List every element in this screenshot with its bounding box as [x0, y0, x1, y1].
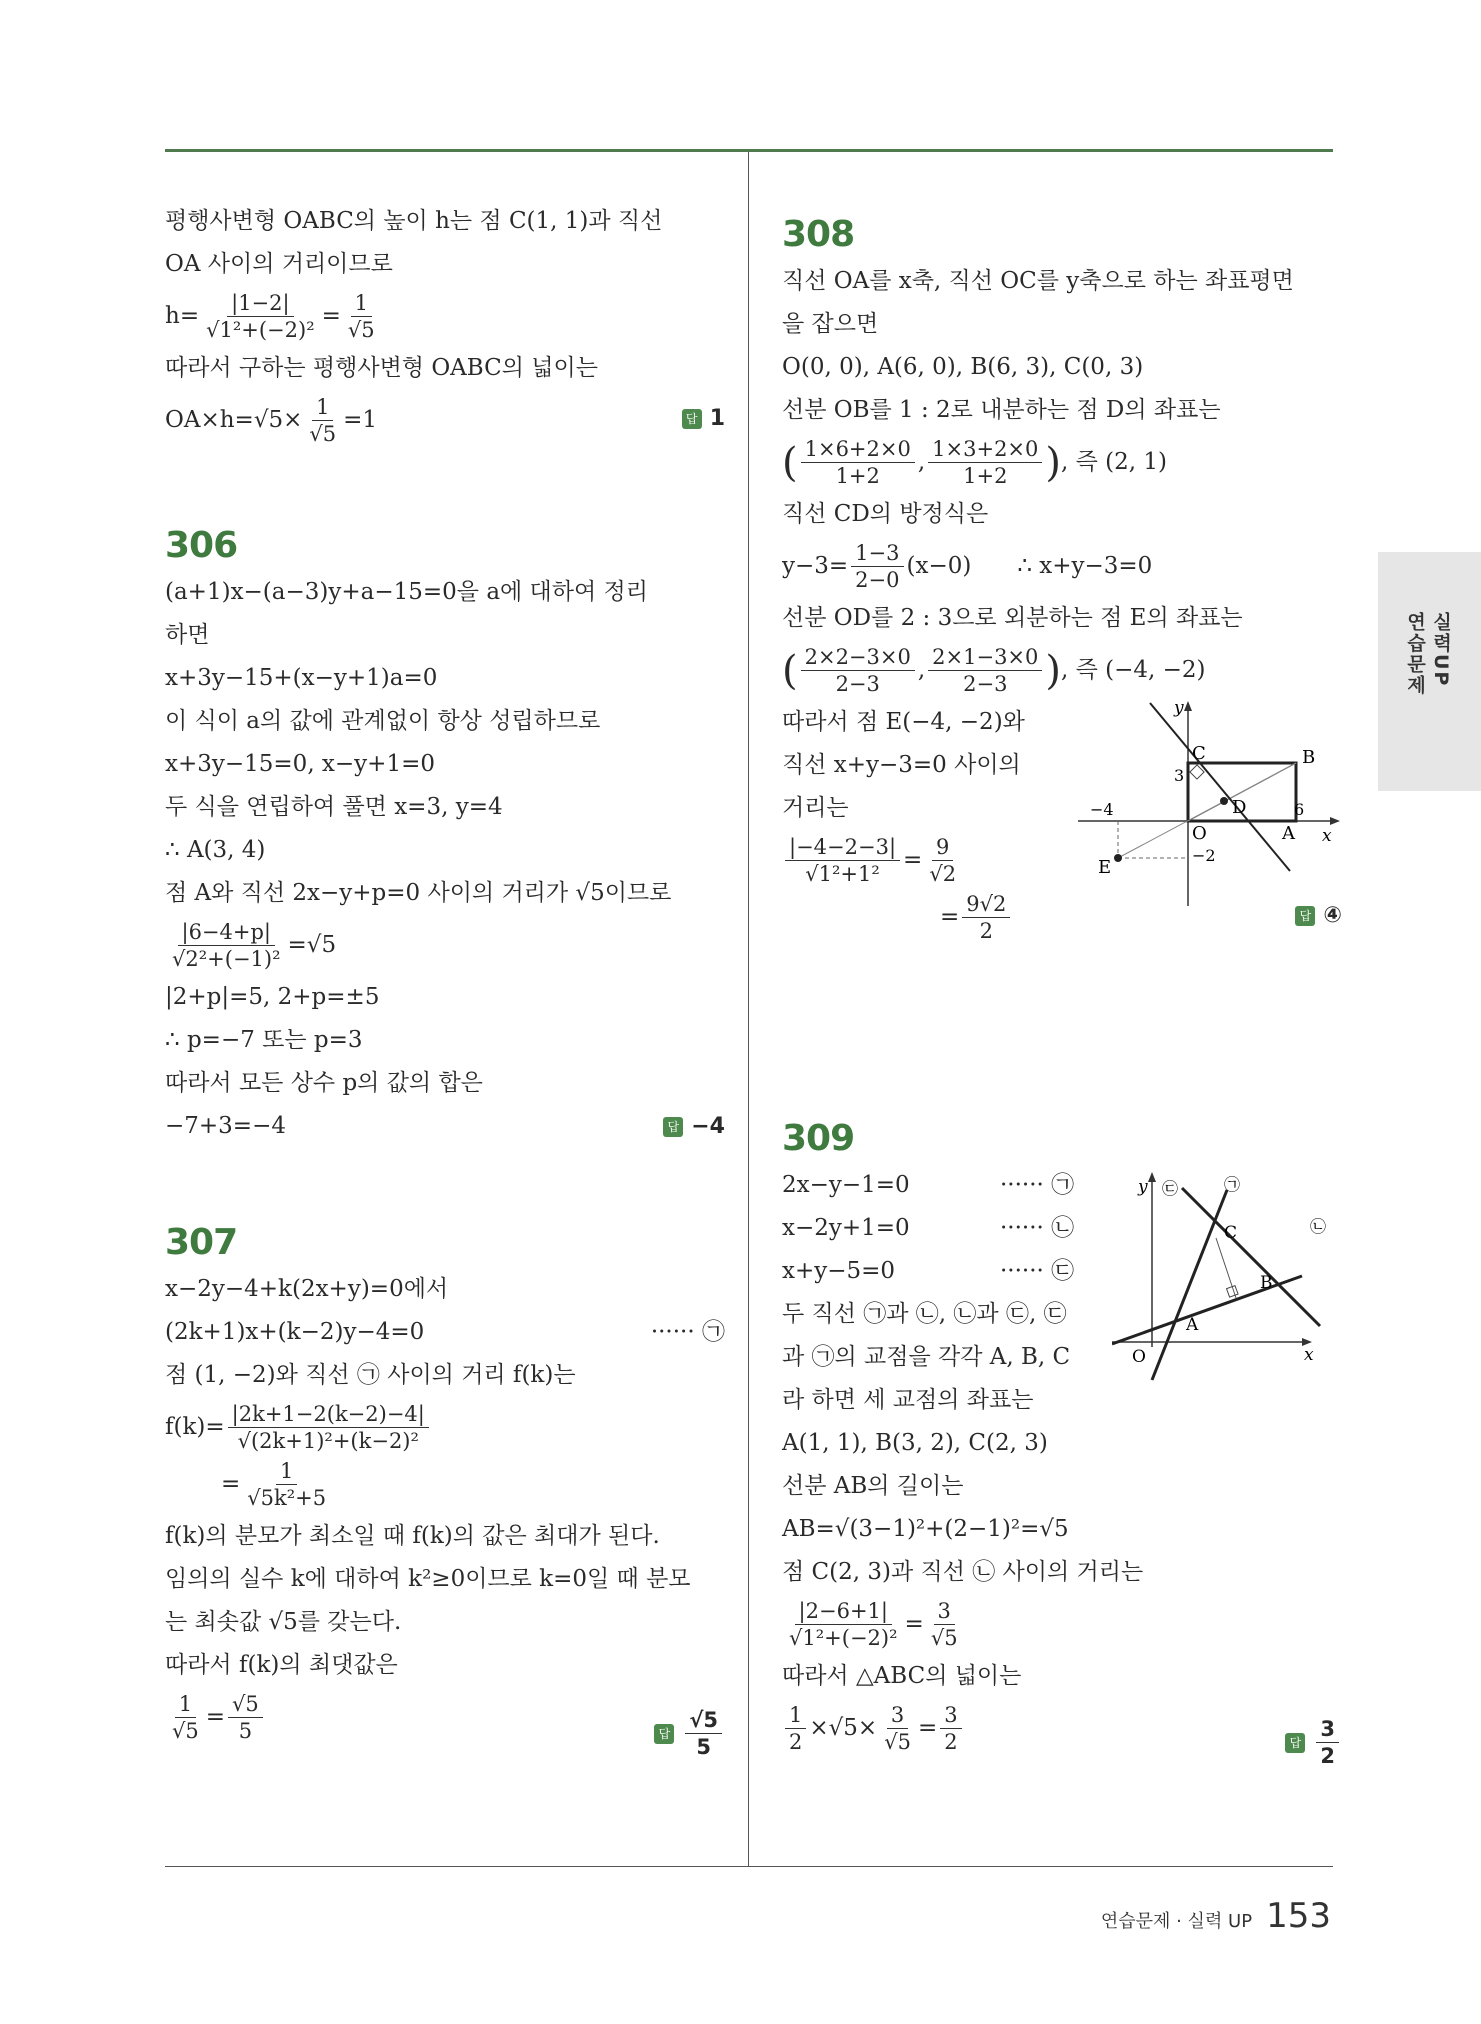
- problem-number: 306: [165, 525, 238, 566]
- fraction: $\frac{3}{√5}$: [884, 1703, 911, 1754]
- side-tab-label: 실력UP: [1430, 612, 1452, 688]
- text-line: 이 식이 a의 값에 관계없이 항상 성립하므로: [165, 708, 601, 734]
- fraction: $\frac{9√2}{2}$: [962, 891, 1010, 944]
- column-divider: [748, 152, 749, 1866]
- left-column: [165, 200, 725, 1759]
- text-line: 점 A와 직선 2x−y+p=0 사이의 거리가 √5이므로: [165, 880, 672, 906]
- text-line: 직선 OA를 x축, 직선 OC를 y축으로 하는 좌표평면: [782, 268, 1294, 294]
- fraction: $\frac{|6-4+p|}{\text{√2²+(−1)²}}$: [172, 920, 281, 971]
- segment-ed: [1118, 763, 1296, 858]
- text-line: (2k+1)x+(k−2)y−4=0 ······ ㉠: [165, 1319, 725, 1345]
- fraction: $\frac{1}{\text{√5k²+5}}$: [247, 1459, 327, 1510]
- top-rule: [165, 149, 1333, 152]
- text-line: 점 C(2, 3)과 직선 ㉡ 사이의 거리는: [782, 1559, 1144, 1585]
- fraction: $\frac{1}{√5}$: [172, 1692, 199, 1743]
- answer: 답 −4: [663, 1105, 725, 1148]
- graph-label: y: [1174, 701, 1184, 718]
- formula-distance-e2: = $\frac{9√2}{2}$ 답 ④: [940, 892, 1342, 943]
- answer: 답 $\frac{√5}{5}$: [654, 1707, 725, 1760]
- text-line: x−2y−4+k(2x+y)=0에서: [165, 1276, 449, 1302]
- solution-306: [165, 521, 725, 1148]
- text-line: 과 ㉠의 교점을 각각 A, B, C: [782, 1344, 1071, 1370]
- line-1: [1152, 1190, 1227, 1380]
- problem-number: 307: [165, 1222, 238, 1263]
- fraction: $\frac{9}{√2}$: [929, 835, 957, 886]
- text-line: AB=√(3−1)²+(2−1)²=√5: [782, 1516, 1069, 1542]
- fraction: $\frac{|1-2|}{\text{√1²+(−2)²}}$: [206, 291, 315, 342]
- fraction: $\frac{|2k+1-2(k-2)-4|}{\text{√(2k+1)²+(k−2)²}}$: [228, 1401, 429, 1454]
- text-line: (a+1)x−(a−3)y+a−15=0을 a에 대하여 정리: [165, 579, 648, 605]
- graph-label: O: [1192, 823, 1207, 844]
- point-d: [1220, 797, 1228, 805]
- fraction: $\frac{√5}{5}$: [228, 1691, 263, 1744]
- graph-label: x: [1322, 826, 1332, 846]
- graph-label: ㉢: [1162, 1179, 1179, 1198]
- text-line: 2x−y−1=0 ······ ㉠: [782, 1172, 1075, 1198]
- answer-badge-icon: 답: [663, 1117, 683, 1137]
- text-line: 선분 AB의 길이는: [782, 1473, 964, 1499]
- text-line: 두 식을 연립하여 풀면 x=3, y=4: [165, 794, 503, 820]
- line-2: [1112, 1276, 1302, 1344]
- formula-max: $\frac{1}{√5}$ = $\frac{√5}{5}$ 답 $\frac{√5}{5}$: [165, 1691, 725, 1744]
- fraction: $\frac{2\times 2-3\times 0}{2-3}$: [801, 644, 915, 697]
- graph-label: x: [1304, 1345, 1314, 1365]
- text-line: O(0, 0), A(6, 0), B(6, 3), C(0, 3): [782, 354, 1144, 380]
- text-line: 두 직선 ㉠과 ㉡, ㉡과 ㉢, ㉢: [782, 1301, 1067, 1327]
- text-line: x−2y+1=0 ······ ㉡: [782, 1215, 1075, 1241]
- graph-label: ㉡: [1310, 1217, 1327, 1236]
- fraction: $\frac{1}{√5}$: [309, 395, 337, 446]
- side-tab-label: 연습문제: [1404, 612, 1426, 696]
- line-3: [1182, 1188, 1320, 1326]
- formula-area-abc: $\frac{1}{2}$ ×√5× $\frac{3}{√5}$ = $\frac{3}{2}$ 답 $\frac{3}{2}$: [782, 1702, 1342, 1755]
- fraction: $\frac{2\times 1-3\times 0}{2-3}$: [928, 644, 1042, 697]
- text-line: x+y−5=0 ······ ㉢: [782, 1258, 1075, 1284]
- text-line: 임의의 실수 k에 대하여 k²≥0이므로 k=0일 때 분모: [165, 1566, 691, 1592]
- p308-graph-block: [782, 701, 1342, 944]
- text-line: f(k)의 분모가 최소일 때 f(k)의 값은 최대가 된다.: [165, 1523, 660, 1549]
- formula-area: OA×h=√5× $\frac{1}{√5}$ =1 답 1: [165, 395, 725, 446]
- solution-308: [782, 210, 1342, 944]
- fraction: $\frac{1}{√5}$: [347, 291, 375, 342]
- line-cd: [1150, 703, 1290, 871]
- graph-label: −4: [1090, 800, 1114, 819]
- formula-distance: $\frac{|6-4+p|}{\text{√2²+(−1)²}}$ =√5: [165, 919, 725, 972]
- fraction: $\frac{3}{√5}$: [930, 1599, 958, 1650]
- graph-label: 3: [1174, 766, 1185, 785]
- text-line: x+3y−15+(x−y+1)a=0: [165, 665, 438, 691]
- fraction: $\frac{|-4-2-3|}{\text{√1²+1²}}$: [785, 834, 900, 887]
- page-number: 153: [1266, 1896, 1331, 1936]
- formula-h: h= $\frac{|1-2|}{\text{√1²+(−2)²}}$ = $\frac{1}{√5}$: [165, 290, 725, 343]
- coordinate-graph-309: [1112, 1172, 1342, 1382]
- formula-point-d: ( $\frac{1\times 6+2\times 0}{1+2}$ , $\frac{1\times 3+2\times 0}{1+2}$ ) , 즉 (2, 1): [782, 437, 1167, 488]
- graph-label: −2: [1192, 846, 1216, 865]
- text-line: ∴ A(3, 4): [165, 837, 266, 863]
- right-column: [782, 200, 1342, 1768]
- text-line: 따라서 f(k)의 최댓값은: [165, 1652, 398, 1678]
- fraction: $\frac{|2-6+1|}{\text{√1²+(−2)²}}$: [789, 1599, 898, 1650]
- text-line: 을 잡으면: [782, 311, 879, 337]
- text-line: 따라서 △ABC의 넓이는: [782, 1663, 1022, 1689]
- formula-point-e: ( $\frac{2\times 2-3\times 0}{2-3}$ , $\frac{2\times 1-3\times 0}{2-3}$ ) , 즉 (−4, −2): [782, 645, 1206, 696]
- answer-badge-icon: 답: [682, 409, 702, 429]
- text-line: ∴ p=−7 또는 p=3: [165, 1027, 363, 1053]
- perpendicular: [1216, 1238, 1236, 1298]
- graph-label: A: [1282, 823, 1295, 844]
- text-line: 라 하면 세 교점의 좌표는: [782, 1387, 1034, 1413]
- chapter-side-tab: [1378, 552, 1481, 791]
- text-line: 선분 OD를 2 : 3으로 외분하는 점 E의 좌표는: [782, 605, 1243, 631]
- graph-label: B: [1302, 747, 1316, 768]
- bottom-rule: [165, 1866, 1333, 1867]
- text-line: 따라서 모든 상수 p의 값의 합은: [165, 1070, 483, 1096]
- answer: 답 ④: [1295, 905, 1342, 927]
- fraction: $\frac{1\times 6+2\times 0}{1+2}$: [801, 436, 915, 489]
- graph-label: C: [1192, 743, 1206, 764]
- coordinate-graph-308: [1078, 701, 1340, 911]
- problem-number: 308: [782, 214, 855, 255]
- graph-label: 6: [1294, 800, 1305, 819]
- text-line: 따라서 점 E(−4, −2)와: [782, 709, 1025, 735]
- graph-label: E: [1098, 857, 1112, 878]
- text-line: A(1, 1), B(3, 2), C(2, 3): [782, 1430, 1048, 1456]
- fraction: $\frac{1}{2}$: [785, 1702, 806, 1755]
- graph-label: ㉠: [1224, 1175, 1241, 1194]
- problem-number: 309: [782, 1118, 855, 1159]
- answer-badge-icon: 답: [1295, 906, 1315, 926]
- graph-label: O: [1132, 1347, 1146, 1367]
- text-line: |2+p|=5, 2+p=±5: [165, 984, 380, 1010]
- text-line: 거리는: [782, 795, 849, 821]
- formula-fk-simplified: = $\frac{1}{\text{√5k²+5}}$: [165, 1458, 725, 1511]
- text-line: 선분 OB를 1 : 2로 내분하는 점 D의 좌표는: [782, 397, 1221, 423]
- fraction: $\frac{3}{2}$: [940, 1702, 961, 1755]
- graph-label: A: [1186, 1315, 1199, 1335]
- text-line: x+3y−15=0, x−y+1=0: [165, 751, 435, 777]
- formula-distance-c: $\frac{|2-6+1|}{\text{√1²+(−2)²}}$ = $\frac{3}{√5}$: [782, 1598, 1342, 1651]
- text-line: 직선 x+y−3=0 사이의: [782, 752, 1021, 778]
- fraction: $\frac{1\times 3+2\times 0}{1+2}$: [928, 436, 1042, 489]
- text-line: 평행사변형 OABC의 높이 h는 점 C(1, 1)과 직선: [165, 208, 663, 234]
- text-line: −7+3=−4 답 −4: [165, 1105, 725, 1148]
- formula-line-cd: y−3= $\frac{1-3}{2-0}$ (x−0) ∴ x+y−3=0: [782, 541, 1153, 592]
- footer-label: 연습문제 · 실력 UP: [1100, 1911, 1253, 1932]
- text-line: 따라서 구하는 평행사변형 OABC의 넓이는: [165, 355, 598, 381]
- graph-label: D: [1232, 797, 1247, 818]
- graph-label: y: [1138, 1177, 1148, 1197]
- formula-distance-e: $\frac{|-4-2-3|}{\text{√1²+1²}}$ = $\frac{9}{√2}$: [782, 834, 1342, 887]
- text-line: 점 (1, −2)와 직선 ㉠ 사이의 거리 f(k)는: [165, 1362, 576, 1388]
- solution-305: [165, 200, 725, 447]
- text-line: OA 사이의 거리이므로: [165, 251, 393, 277]
- graph-label: B: [1260, 1273, 1273, 1293]
- fraction: $\frac{1-3}{2-0}$: [851, 540, 903, 593]
- text-line: 하면: [165, 622, 210, 648]
- answer-badge-icon: 답: [654, 1724, 674, 1744]
- graph-label: C: [1224, 1223, 1238, 1243]
- formula-fk: f(k)= $\frac{|2k+1-2(k-2)-4|}{\text{√(2k+1)²+(k−2)²}}$: [165, 1401, 725, 1454]
- text-line: 직선 CD의 방정식은: [782, 501, 989, 527]
- solution-307: [165, 1218, 725, 1759]
- solution-309: [782, 1114, 1342, 1768]
- text-line: 는 최솟값 √5를 갖는다.: [165, 1609, 402, 1635]
- point-e: [1114, 854, 1122, 862]
- answer: 답 $\frac{3}{2}$: [1285, 1716, 1342, 1769]
- answer-badge-icon: 답: [1285, 1733, 1305, 1753]
- answer: 답 1: [682, 408, 725, 430]
- page-footer: [1101, 1896, 1331, 1936]
